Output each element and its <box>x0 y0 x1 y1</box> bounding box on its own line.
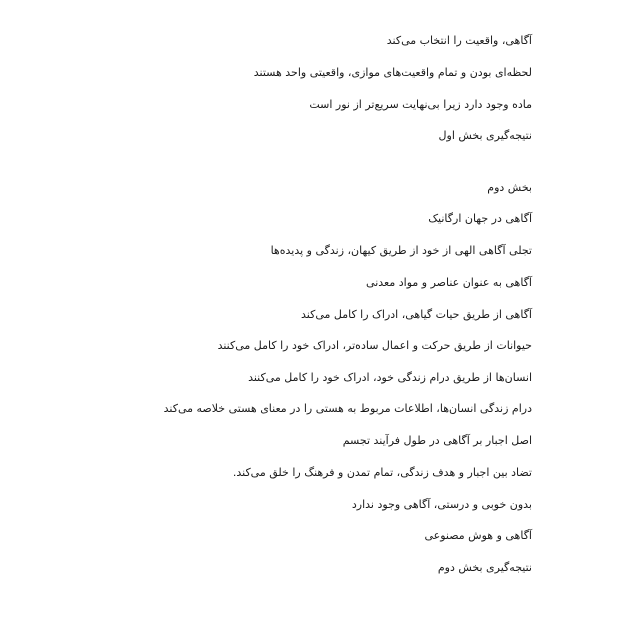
text-line: اصل اجبار بر آگاهی در طول فرآیند تجسم <box>342 434 532 447</box>
text-line: تضاد بین اجبار و هدف زندگی، تمام تمدن و فرهنگ را خلق می‌کند. <box>232 466 532 479</box>
conclusion-heading-part-two: نتیجه‌گیری بخش دوم <box>437 561 532 574</box>
text-line: تجلی آگاهی الهی از خود از طریق کیهان، زندگی و پدیده‌ها <box>270 244 532 257</box>
section-heading-part-two: بخش دوم <box>487 181 532 194</box>
conclusion-heading-part-one: نتیجه‌گیری بخش اول <box>438 129 532 142</box>
text-line: بدون خوبی و درستی، آگاهی وجود ندارد <box>351 498 532 511</box>
text-line: آگاهی، واقعیت را انتخاب می‌کند <box>386 34 532 47</box>
text-line: ماده وجود دارد زیرا بی‌نهایت سریع‌تر از نور است <box>309 98 532 111</box>
text-line: آگاهی به عنوان عناصر و مواد معدنی <box>366 276 532 289</box>
text-line: انسان‌ها از طریق درام زندگی خود، ادراک خود را کامل می‌کنند <box>248 371 532 384</box>
text-line: لحظه‌ای بودن و تمام واقعیت‌های موازی، واقعیتی واحد هستند <box>253 66 532 79</box>
text-line: آگاهی از طریق حیات گیاهی، ادراک را کامل می‌کند <box>300 308 532 321</box>
text-line: حیوانات از طریق حرکت و اعمال ساده‌تر، ادراک خود را کامل می‌کنند <box>217 339 532 352</box>
text-line: آگاهی در جهان ارگانیک <box>428 212 532 225</box>
text-line: درام زندگی انسان‌ها، اطلاعات مربوط به هستی را در معنای هستی خلاصه می‌کند <box>163 402 532 415</box>
text-line: آگاهی و هوش مصنوعی <box>424 529 532 542</box>
